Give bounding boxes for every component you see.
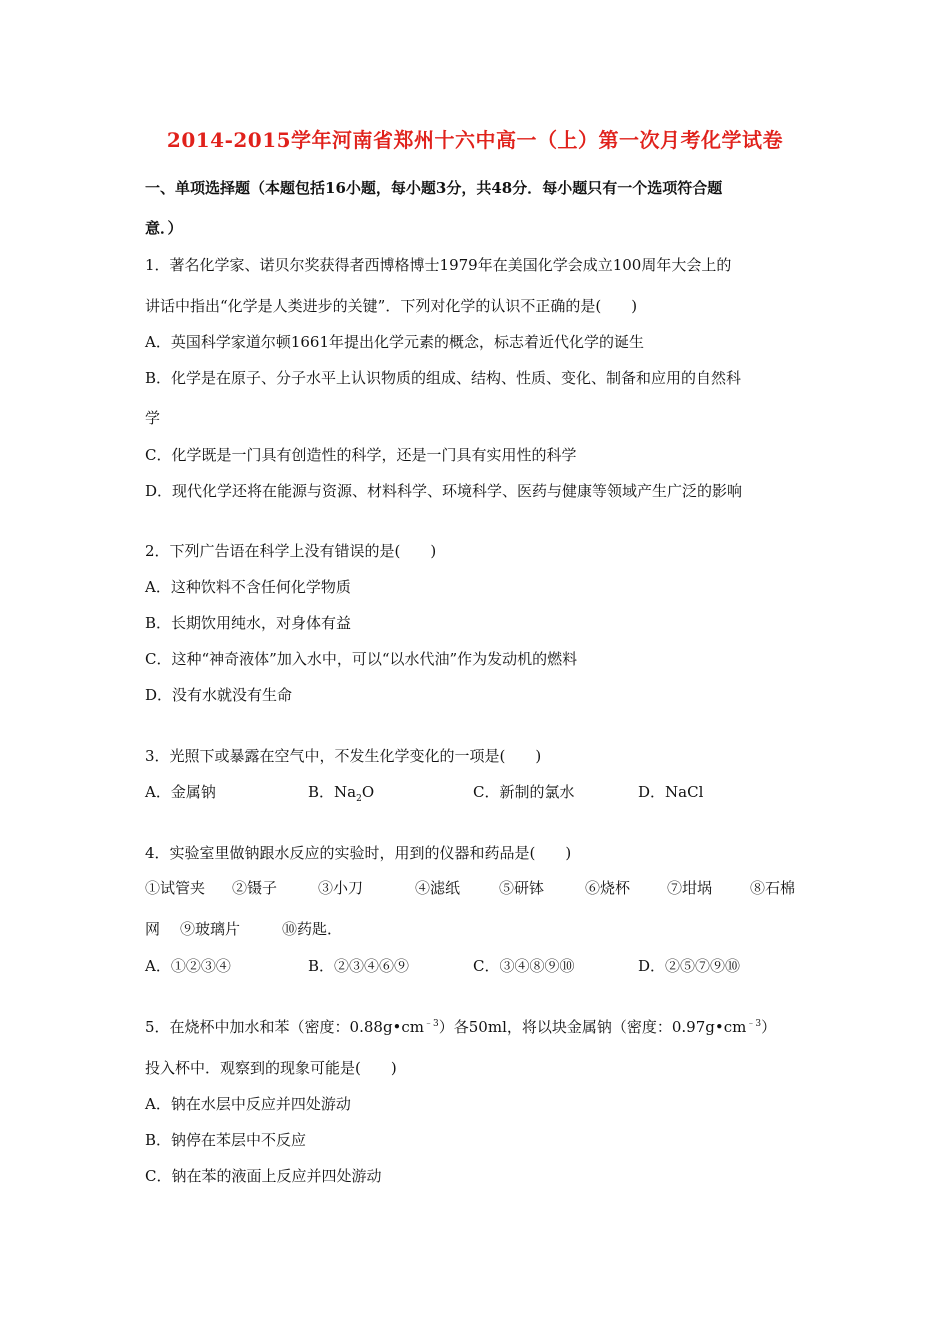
q4-item-6: ⑥烧杯 bbox=[585, 879, 631, 897]
q4-item-9: ⑨玻璃片 bbox=[180, 920, 241, 938]
q4-item-8-cont: 网 bbox=[145, 920, 161, 938]
q3-option-b-prefix: B．Na bbox=[308, 783, 357, 801]
q4-item-10: ⑩药匙． bbox=[282, 920, 343, 938]
q3-option-a: A．金属钠 bbox=[145, 783, 216, 801]
q4-item-4: ④滤纸 bbox=[415, 879, 461, 897]
page-title: 2014-2015学年河南省郑州十六中高一（上）第一次月考化学试卷 bbox=[166, 128, 784, 152]
q5-stem-sup2: ﹣3 bbox=[746, 1019, 762, 1029]
q2-option-d: D．没有水就没有生命 bbox=[145, 686, 293, 704]
q1-option-a: A．英国科学家道尔顿1661年提出化学元素的概念，标志着近代化学的诞生 bbox=[145, 333, 645, 351]
q5-stem-part2: ）各50ml，将以块金属钠（密度：0.97g•cm bbox=[438, 1018, 747, 1036]
q3-stem: 3．光照下或暴露在空气中，不发生化学变化的一项是( ) bbox=[145, 747, 542, 765]
q4-item-1: ①试管夹 bbox=[145, 879, 206, 897]
section-header-line2: 意．） bbox=[145, 219, 183, 237]
q4-item-3: ③小刀 bbox=[318, 879, 364, 897]
q5-option-a: A．钠在水层中反应并四处游动 bbox=[145, 1095, 351, 1113]
q5-stem-part3: ） bbox=[761, 1018, 777, 1036]
q4-option-a: A．①②③④ bbox=[145, 957, 231, 975]
q1-option-b: B．化学是在原子、分子水平上认识物质的组成、结构、性质、变化、制备和应用的自然科 bbox=[145, 369, 742, 387]
q3-option-c: C．新制的氯水 bbox=[473, 783, 575, 801]
q4-item-5: ⑤研钵 bbox=[499, 879, 545, 897]
section-header-line1: 一、单项选择题（本题包括16小题，每小题3分，共48分．每小题只有一个选项符合题 bbox=[145, 179, 723, 197]
q2-option-b: B．长期饮用纯水，对身体有益 bbox=[145, 614, 352, 632]
q4-item-7: ⑦坩埚 bbox=[667, 879, 713, 897]
q4-option-d: D．②⑤⑦⑨⑩ bbox=[638, 957, 741, 975]
q3-option-d: D．NaCl bbox=[638, 783, 704, 801]
q5-stem-line2: 投入杯中．观察到的现象可能是( ) bbox=[145, 1059, 397, 1077]
q5-option-b: B．钠停在苯层中不反应 bbox=[145, 1131, 307, 1149]
q1-stem-line2: 讲话中指出“化学是人类进步的关键”．下列对化学的认识不正确的是( ) bbox=[145, 297, 638, 315]
q5-option-c: C．钠在苯的液面上反应并四处游动 bbox=[145, 1167, 382, 1185]
q4-option-c: C．③④⑧⑨⑩ bbox=[473, 957, 575, 975]
q2-option-c: C．这种“神奇液体”加入水中，可以“以水代油”作为发动机的燃料 bbox=[145, 650, 578, 668]
q5-stem-sup1: ﹣3 bbox=[424, 1019, 439, 1029]
q3-option-b-subscript: 2 bbox=[356, 794, 362, 804]
q4-item-2: ②镊子 bbox=[232, 879, 278, 897]
q1-stem-line1: 1．著名化学家、诺贝尔奖获得者西博格博士1979年在美国化学会成立100周年大会上的 bbox=[145, 256, 732, 274]
q2-option-a: A．这种饮料不含任何化学物质 bbox=[145, 578, 351, 596]
q3-option-b bbox=[308, 781, 374, 804]
q1-option-c: C．化学既是一门具有创造性的科学，还是一门具有实用性的科学 bbox=[145, 446, 577, 464]
q3-option-b-suffix: O bbox=[361, 783, 375, 801]
q4-stem: 4．实验室里做钠跟水反应的实验时，用到的仪器和药品是( ) bbox=[145, 844, 572, 862]
q1-option-d: D．现代化学还将在能源与资源、材料科学、环境科学、医药与健康等领域产生广泛的影响 bbox=[145, 482, 743, 500]
q4-item-8: ⑧石棉 bbox=[750, 879, 796, 897]
q2-stem: 2．下列广告语在科学上没有错误的是( ) bbox=[145, 542, 437, 560]
q1-option-b-cont: 学 bbox=[145, 409, 161, 427]
q4-option-b: B．②③④⑥⑨ bbox=[308, 957, 410, 975]
q5-stem-line1 bbox=[145, 1016, 776, 1037]
q5-stem-part1: 5．在烧杯中加水和苯（密度：0.88g•cm bbox=[145, 1018, 425, 1036]
